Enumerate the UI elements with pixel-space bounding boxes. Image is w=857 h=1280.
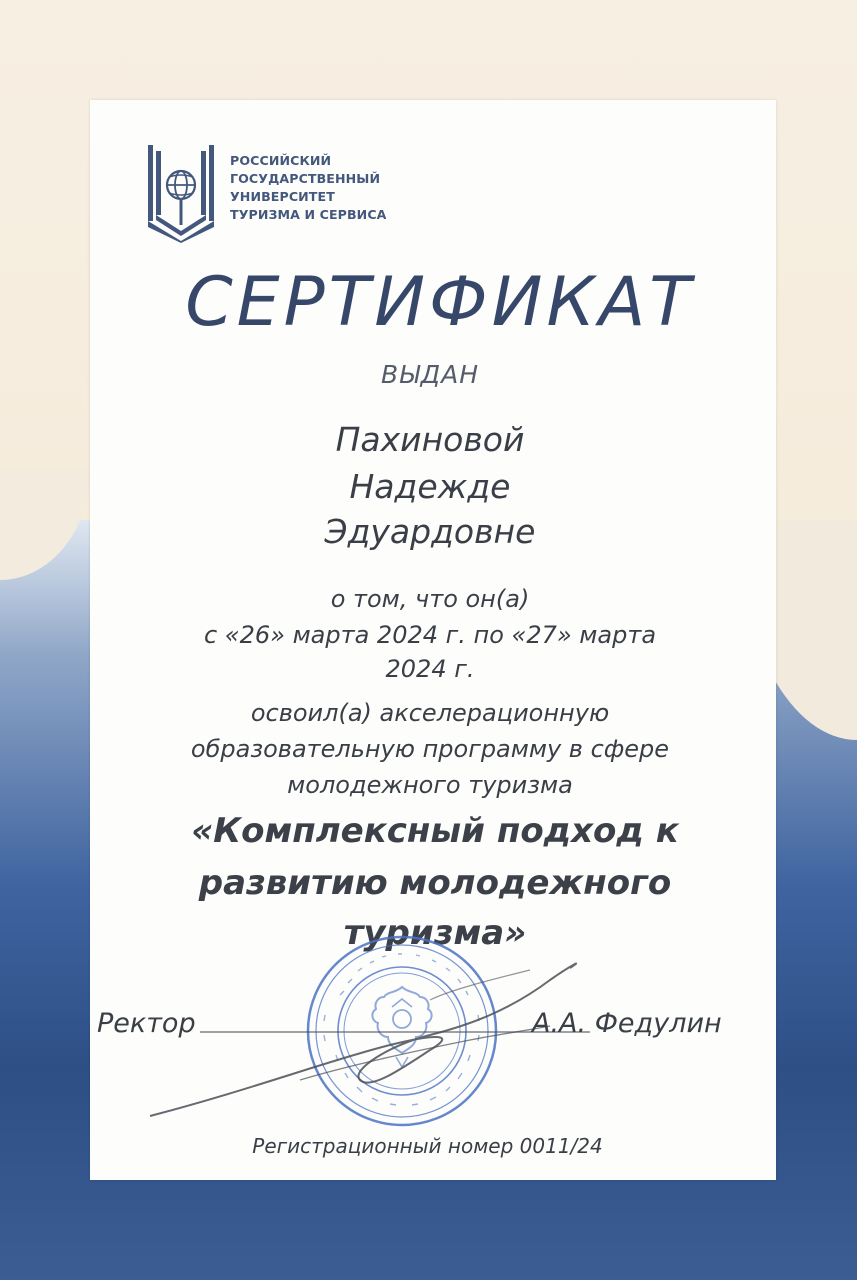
body-text-line: с «26» марта 2024 г. по «27» марта — [203, 621, 657, 649]
body-text-line: молодежного туризма — [287, 771, 573, 799]
handwritten-signature — [130, 940, 600, 1130]
certificate-title: СЕРТИФИКАТ — [185, 263, 695, 342]
program-title-line: развитию молодежного — [198, 863, 672, 903]
recipient-first-name: Надежде — [349, 467, 511, 506]
issued-label: ВЫДАН — [380, 360, 480, 389]
registration-number: Регистрационный номер 0011/24 — [252, 1134, 603, 1158]
university-name-line: РОССИЙСКИЙ — [230, 153, 332, 168]
signer-name: А.А. Федулин — [532, 1008, 722, 1039]
program-title-line: туризма» — [343, 913, 527, 953]
body-text-line: образовательную программу в сфере — [190, 735, 670, 763]
recipient-patronymic: Эдуардовне — [324, 512, 536, 551]
body-text-line: 2024 г. — [385, 655, 475, 683]
program-title-line: «Комплексный подход к — [191, 811, 679, 851]
university-name-line: ТУРИЗМА И СЕРВИСА — [230, 207, 387, 222]
rector-label: Ректор — [97, 1008, 196, 1039]
university-name — [230, 152, 387, 224]
recipient-surname: Пахиновой — [335, 420, 525, 459]
body-text-line: о том, что он(а) — [330, 585, 530, 613]
university-name-line: ГОСУДАРСТВЕННЫЙ — [230, 171, 381, 186]
university-logo-icon — [146, 145, 216, 243]
body-text-line: освоил(а) акселерационную — [250, 699, 610, 727]
university-name-line: УНИВЕРСИТЕТ — [230, 189, 335, 204]
